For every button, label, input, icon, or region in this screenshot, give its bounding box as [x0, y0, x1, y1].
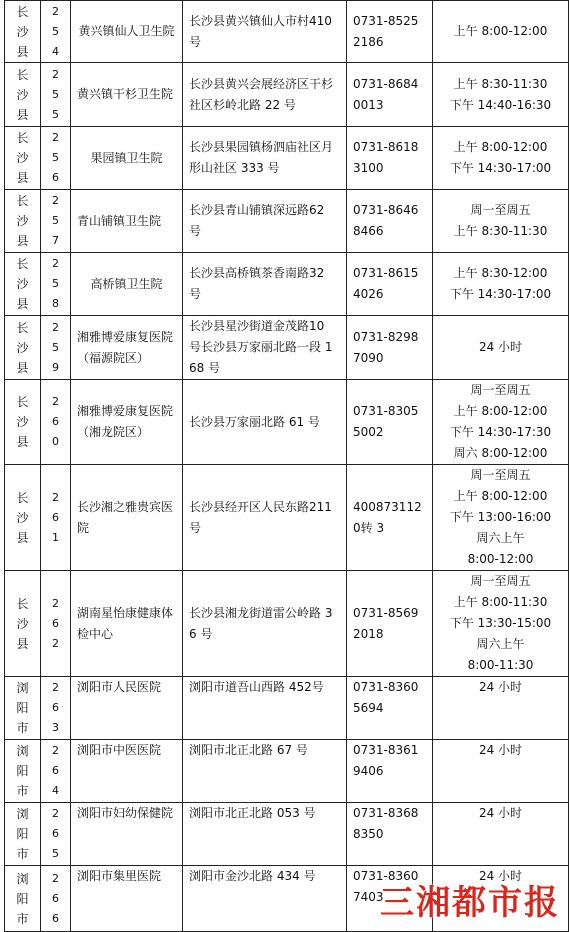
phone-cell: 0731-83607403 — [347, 866, 433, 932]
hours-line: 周六 8:00-12:00 — [453, 446, 548, 460]
serial-digit: 6 — [52, 510, 59, 524]
serial-number-cell — [41, 380, 71, 465]
hours-line: 24 小时 — [478, 340, 523, 354]
serial-digit: 2 — [52, 744, 59, 757]
serial-digit: 5 — [52, 214, 59, 227]
district-cell — [5, 190, 41, 253]
phone-cell: 0731-86840013 — [347, 63, 433, 127]
district-cell — [5, 63, 41, 127]
serial-digit: 4 — [52, 44, 59, 58]
district-char: 县 — [16, 435, 29, 449]
hours-line: 上午 8:00-12:00 — [453, 140, 548, 154]
district-char: 市 — [16, 784, 29, 798]
serial-digit: 2 — [52, 596, 59, 610]
district-char: 市 — [16, 847, 29, 861]
serial-digit: 5 — [52, 107, 59, 121]
hours-line: 上午 8:00-12:00 — [453, 24, 548, 38]
address-cell: 浏阳市道吾山西路 452号 — [183, 677, 347, 740]
district-char: 长 — [16, 257, 29, 271]
address-cell: 长沙县黄兴镇仙人市村410号 — [183, 1, 347, 63]
facility-name-cell: 浏阳市妇幼保健院 — [71, 803, 183, 866]
hours-line: 上午 8:00-12:00 — [453, 404, 548, 418]
serial-digit: 6 — [52, 701, 59, 714]
hours-line: 上午 8:30-12:00 — [453, 266, 548, 280]
hours-line: 8:00-11:30 — [467, 658, 534, 672]
table-row — [5, 380, 569, 465]
hours-line: 24 小时 — [478, 869, 523, 883]
serial-number-cell — [41, 190, 71, 253]
serial-digit: 1 — [52, 530, 59, 544]
address-cell: 浏阳市北正北路 67 号 — [183, 740, 347, 803]
address-cell: 长沙县青山铺镇深远路62 号 — [183, 190, 347, 253]
district-cell — [5, 740, 41, 803]
serial-number-cell — [41, 677, 71, 740]
phone-cell: 0731-82987090 — [347, 316, 433, 380]
serial-number-cell — [41, 63, 71, 127]
hours-line: 周一至周五 — [470, 468, 531, 482]
district-char: 县 — [16, 297, 29, 311]
hours-cell — [433, 190, 569, 253]
clinic-table-body — [5, 1, 569, 932]
facility-name-cell: 果园镇卫生院 — [71, 127, 183, 190]
hours-cell — [433, 316, 569, 380]
district-char: 沙 — [16, 510, 29, 525]
district-char: 县 — [16, 234, 29, 248]
district-cell — [5, 571, 41, 677]
hours-line: 下午 13:00-16:00 — [449, 510, 552, 524]
table-row — [5, 571, 569, 677]
serial-number-cell — [41, 571, 71, 677]
serial-digit: 2 — [52, 194, 59, 207]
facility-name-cell: 湘雅博爱康复医院（湘龙院区） — [71, 380, 183, 465]
serial-digit: 2 — [52, 4, 59, 18]
serial-digit: 2 — [52, 807, 59, 820]
facility-name-cell: 湘雅博爱康复医院 （福源院区） — [71, 316, 183, 380]
table-row — [5, 465, 569, 571]
district-char: 浏 — [16, 807, 29, 821]
serial-digit: 5 — [52, 340, 59, 354]
district-char: 县 — [16, 530, 29, 545]
district-char: 阳 — [16, 701, 29, 715]
hours-line: 下午 14:30-17:30 — [449, 425, 552, 439]
hours-line: 周一至周五 — [470, 203, 531, 217]
hours-line: 24 小时 — [478, 743, 523, 757]
table-row — [5, 803, 569, 866]
district-char: 沙 — [16, 24, 29, 39]
district-char: 阳 — [16, 764, 29, 778]
serial-number-cell — [41, 253, 71, 316]
serial-number-cell — [41, 740, 71, 803]
district-cell — [5, 127, 41, 190]
serial-digit: 9 — [52, 360, 59, 374]
hours-line: 周一至周五 — [470, 574, 531, 588]
district-char: 县 — [16, 636, 29, 651]
facility-name-cell: 湖南星怡康健康体检中心 — [71, 571, 183, 677]
hours-cell — [433, 380, 569, 465]
serial-number-cell — [41, 316, 71, 380]
district-cell — [5, 316, 41, 380]
serial-digit: 6 — [52, 415, 59, 428]
hours-cell — [433, 571, 569, 677]
hours-cell — [433, 253, 569, 316]
district-char: 市 — [16, 911, 29, 926]
district-char: 县 — [16, 107, 29, 122]
hours-line: 上午 8:30-11:30 — [453, 76, 548, 91]
serial-digit: 0 — [52, 435, 59, 448]
facility-name-cell: 高桥镇卫生院 — [71, 253, 183, 316]
table-row — [5, 253, 569, 316]
table-row — [5, 677, 569, 740]
district-char: 市 — [16, 721, 29, 735]
table-row — [5, 1, 569, 63]
district-cell — [5, 465, 41, 571]
serial-digit: 5 — [52, 847, 59, 860]
address-cell: 浏阳市金沙北路 434 号 — [183, 866, 347, 932]
facility-name-cell: 浏阳市中医医院 — [71, 740, 183, 803]
district-char: 长 — [16, 4, 29, 19]
serial-digit: 2 — [52, 131, 59, 144]
table-row — [5, 127, 569, 190]
table-row — [5, 316, 569, 380]
serial-digit: 6 — [52, 891, 59, 905]
table-row — [5, 740, 569, 803]
hours-line: 周六上午 — [476, 637, 525, 651]
hours-line: 下午 14:30-17:00 — [449, 161, 552, 175]
district-cell — [5, 677, 41, 740]
hours-cell — [433, 127, 569, 190]
serial-number-cell — [41, 1, 71, 63]
serial-digit: 6 — [52, 616, 59, 630]
serial-digit: 6 — [52, 764, 59, 777]
phone-cell: 0731-83688350 — [347, 803, 433, 866]
serial-digit: 5 — [52, 151, 59, 164]
address-cell: 长沙县经开区人民东路211 号 — [183, 465, 347, 571]
serial-digit: 6 — [52, 827, 59, 840]
hours-line: 下午 14:30-17:00 — [449, 287, 552, 301]
newspaper-watermark: 三湘都市报 — [380, 883, 560, 923]
hours-cell — [433, 803, 569, 866]
serial-digit: 6 — [52, 911, 59, 925]
address-cell: 长沙县星沙街道金茂路10 号长沙县万家丽北路一段 168 号 — [183, 316, 347, 380]
facility-name-cell: 长沙湘之雅贵宾医院 — [71, 465, 183, 571]
serial-digit: 5 — [52, 24, 59, 38]
serial-digit: 2 — [52, 490, 59, 504]
phone-cell: 0731-86154026 — [347, 253, 433, 316]
district-cell — [5, 380, 41, 465]
address-cell: 长沙县黄兴会展经济区干杉社区杉岭北路 22 号 — [183, 63, 347, 127]
serial-digit: 2 — [52, 395, 59, 408]
serial-number-cell — [41, 803, 71, 866]
facility-name-cell: 黄兴镇干杉卫生院 — [71, 63, 183, 127]
district-char: 沙 — [16, 340, 29, 355]
hours-line: 下午 13:30-15:00 — [449, 616, 552, 630]
hours-line: 周六上午 — [476, 531, 525, 545]
facility-name-cell: 浏阳市人民医院 — [71, 677, 183, 740]
serial-digit: 2 — [52, 67, 59, 81]
district-char: 阳 — [16, 827, 29, 841]
district-char: 县 — [16, 360, 29, 375]
address-cell: 长沙县湘龙街道雷公岭路 36 号 — [183, 571, 347, 677]
district-char: 长 — [16, 395, 29, 409]
district-char: 浏 — [16, 871, 29, 886]
district-char: 长 — [16, 194, 29, 208]
address-cell: 长沙县高桥镇茶香南路32 号 — [183, 253, 347, 316]
address-cell: 长沙县万家丽北路 61 号 — [183, 380, 347, 465]
phone-cell: 0731-86468466 — [347, 190, 433, 253]
district-char: 县 — [16, 171, 29, 185]
address-cell: 长沙县果园镇杨泗庙社区月形山社区 333 号 — [183, 127, 347, 190]
district-char: 沙 — [16, 214, 29, 228]
district-char: 长 — [16, 320, 29, 335]
facility-name-cell: 青山铺镇卫生院 — [71, 190, 183, 253]
serial-digit: 5 — [52, 277, 59, 290]
hours-cell — [433, 465, 569, 571]
hours-line: 24 小时 — [478, 680, 523, 694]
clinic-table — [4, 0, 569, 932]
district-cell — [5, 253, 41, 316]
serial-digit: 2 — [52, 257, 59, 270]
serial-digit: 4 — [52, 784, 59, 797]
district-char: 长 — [16, 131, 29, 145]
serial-digit: 3 — [52, 721, 59, 734]
hours-cell — [433, 63, 569, 127]
district-char: 长 — [16, 596, 29, 611]
hours-line: 上午 8:30-11:30 — [453, 224, 548, 238]
hours-line: 下午 14:40-16:30 — [449, 97, 552, 112]
facility-name-cell: 浏阳市集里医院 — [71, 866, 183, 932]
phone-cell: 0731-83055002 — [347, 380, 433, 465]
district-char: 长 — [16, 67, 29, 82]
hours-cell — [433, 1, 569, 63]
serial-digit: 8 — [52, 297, 59, 310]
hours-line: 周一至周五 — [470, 383, 531, 397]
serial-number-cell — [41, 866, 71, 932]
serial-digit: 2 — [52, 320, 59, 334]
hours-cell — [433, 677, 569, 740]
district-char: 浏 — [16, 744, 29, 758]
district-char: 沙 — [16, 87, 29, 102]
district-char: 县 — [16, 44, 29, 59]
serial-digit: 2 — [52, 636, 59, 650]
table-row — [5, 190, 569, 253]
phone-cell: 0731-83605694 — [347, 677, 433, 740]
district-cell — [5, 1, 41, 63]
district-cell — [5, 803, 41, 866]
hours-line: 上午 8:00-11:30 — [453, 595, 548, 609]
district-char: 沙 — [16, 151, 29, 165]
district-char: 阳 — [16, 891, 29, 906]
hours-cell — [433, 740, 569, 803]
serial-digit: 7 — [52, 234, 59, 247]
phone-cell: 0731-86183100 — [347, 127, 433, 190]
serial-digit: 2 — [52, 681, 59, 694]
phone-cell: 0731-83619406 — [347, 740, 433, 803]
district-char: 沙 — [16, 277, 29, 291]
phone-cell: 0731-85252186 — [347, 1, 433, 63]
serial-number-cell — [41, 465, 71, 571]
facility-name-cell: 黄兴镇仙人卫生院 — [71, 1, 183, 63]
serial-digit: 2 — [52, 871, 59, 885]
phone-cell: 4008731120转 3 — [347, 465, 433, 571]
district-char: 浏 — [16, 681, 29, 695]
hours-line: 上午 8:00-12:00 — [453, 489, 548, 503]
hours-line: 24 小时 — [478, 806, 523, 820]
serial-digit: 5 — [52, 87, 59, 101]
district-char: 沙 — [16, 616, 29, 631]
serial-number-cell — [41, 127, 71, 190]
district-char: 沙 — [16, 415, 29, 429]
district-cell — [5, 866, 41, 932]
serial-digit: 6 — [52, 171, 59, 184]
table-row — [5, 63, 569, 127]
district-char: 长 — [16, 490, 29, 505]
hours-line: 8:00-12:00 — [467, 552, 534, 566]
phone-cell: 0731-85692018 — [347, 571, 433, 677]
address-cell: 浏阳市北正北路 053 号 — [183, 803, 347, 866]
